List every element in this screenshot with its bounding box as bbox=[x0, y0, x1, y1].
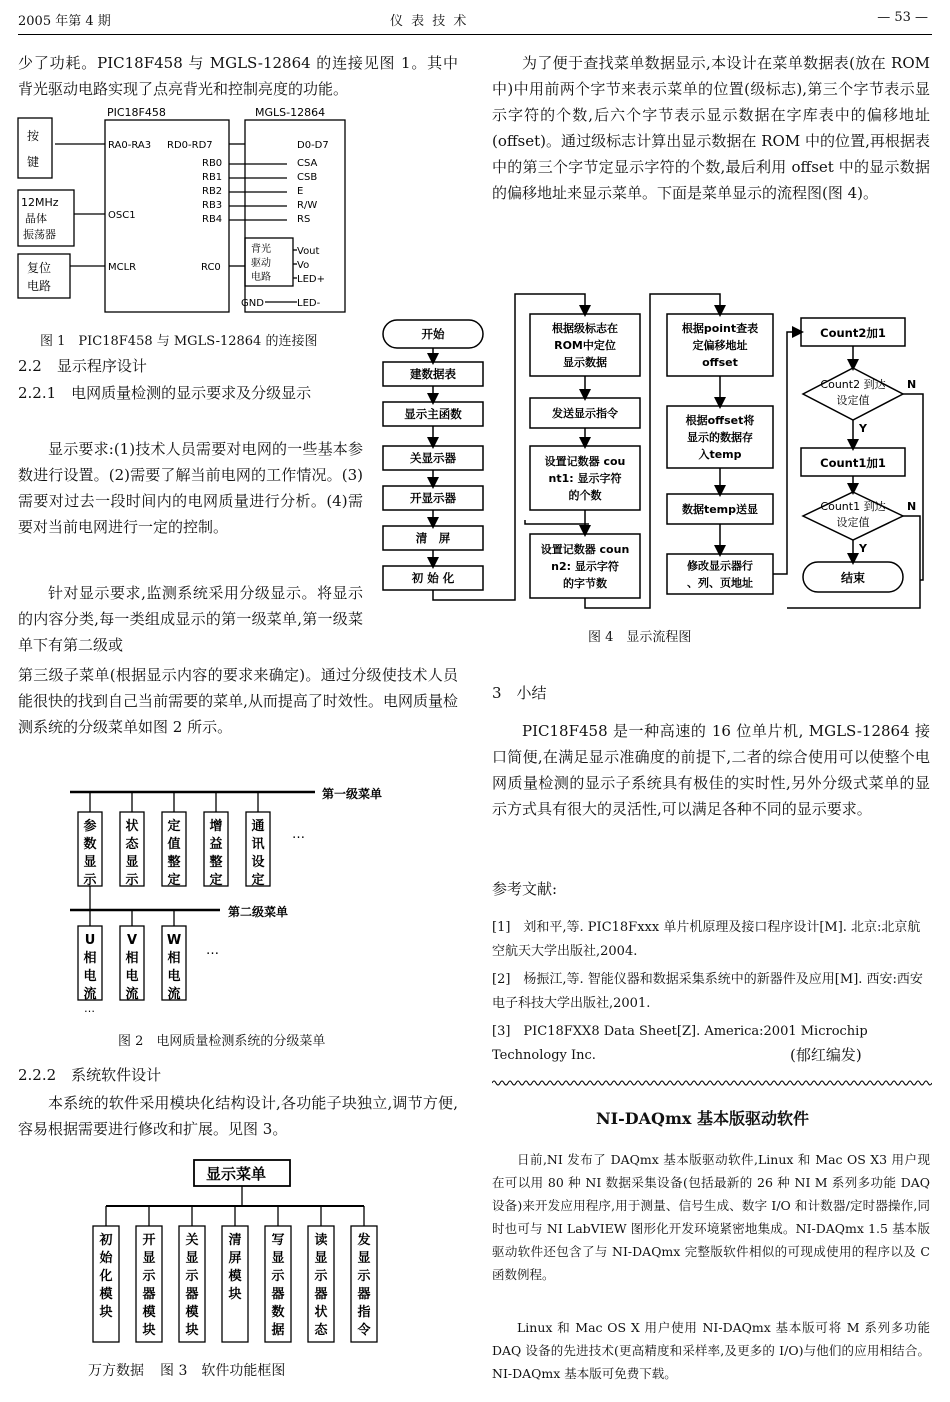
flow-col3-box0-1: 定偏移地址 bbox=[692, 339, 748, 352]
figure-1-caption: 图 1 PIC18F458 与 MGLS-12864 的连接图 bbox=[40, 334, 318, 349]
section-3-title: 3 小结 bbox=[492, 684, 547, 702]
pin-csb: CSB bbox=[297, 172, 318, 183]
pin-rb0: RB0 bbox=[202, 158, 223, 169]
pin-led-minus: LED- bbox=[297, 298, 321, 309]
left-paragraph-2: 显示要求:(1)技术人员需要对电网的一些基本参数进行设置。(2)需要了解当前电网的工作情况。(3)需要对过去一段时间内的电网质量进行分析。(4)需要对当前电网进行一定的控制。 bbox=[18, 440, 363, 536]
module-label-0: 初始化模块 bbox=[99, 1233, 113, 1320]
flow-col3-box2-0: 数据temp送显 bbox=[681, 503, 759, 516]
module-label-1: 开显示器模块 bbox=[142, 1233, 156, 1338]
flow-col2-box3-1: n2: 显示字符 bbox=[551, 560, 619, 573]
chip1-label: PIC18F458 bbox=[107, 108, 166, 119]
pin-osc1: OSC1 bbox=[108, 210, 136, 221]
flow-end: 结束 bbox=[840, 571, 866, 585]
backlight-label-3: 电路 bbox=[251, 272, 271, 283]
reset-box-label-1: 复位 bbox=[27, 261, 52, 275]
flow-col3-box0-0: 根据point查表 bbox=[681, 322, 759, 335]
flow-col1-text bbox=[404, 327, 462, 585]
pin-rb1: RB1 bbox=[202, 172, 223, 183]
flow-step-4: 开显示器 bbox=[410, 491, 456, 505]
figure-2-menu-hierarchy bbox=[60, 776, 440, 1016]
level-1-item-4: 通讯设定 bbox=[251, 819, 265, 888]
figure-3-software-modules bbox=[88, 1154, 388, 1354]
flow-step-5: 清 屏 bbox=[415, 531, 451, 545]
figure-2-caption: 图 2 电网质量检测系统的分级菜单 bbox=[118, 1034, 326, 1049]
figure-3-root: 显示菜单 bbox=[206, 1165, 267, 1183]
no-label-1: N bbox=[907, 378, 917, 391]
pin-rb4: RB4 bbox=[202, 214, 223, 225]
header-rule bbox=[18, 34, 932, 35]
pin-led-plus: LED+ bbox=[297, 274, 325, 285]
journal-issue: 2005 年第 4 期 bbox=[18, 14, 111, 29]
key-box-label-1: 按 bbox=[27, 129, 40, 143]
figure-4-caption: 图 4 显示流程图 bbox=[588, 630, 692, 645]
pin-rc0: RC0 bbox=[201, 262, 221, 273]
flow-step-3: 关显示器 bbox=[410, 451, 456, 465]
flow-col2-box1-0: 发送显示指令 bbox=[552, 407, 618, 420]
flow-col2-box0-0: 根据级标志在 bbox=[552, 322, 618, 335]
level-2-item-1: V 相电流 bbox=[125, 933, 139, 1002]
pin-rw: R/W bbox=[297, 200, 318, 211]
module-label-2: 关显示器模块 bbox=[185, 1233, 199, 1338]
pin-mclr: MCLR bbox=[108, 262, 137, 273]
flow-col3-box0-2: offset bbox=[702, 356, 738, 369]
figure-3-caption: 图 3 软件功能框图 bbox=[160, 1363, 286, 1379]
left-paragraph-3a: 针对显示要求,监测系统采用分级显示。将显示的内容分类,每一类组成显示的第一级菜单,第一级菜单下有第二级或 bbox=[18, 584, 363, 654]
journal-title: 仪 表 技 术 bbox=[390, 14, 469, 29]
yes-label-2: Y bbox=[859, 542, 867, 555]
module-label-5: 读显示器状态 bbox=[314, 1233, 328, 1338]
count1-decision-1: Count1 到达 bbox=[820, 500, 886, 513]
flow-col2-box2-0: 设置记数器 cou bbox=[544, 455, 626, 468]
flow-step-2: 显示主函数 bbox=[404, 407, 462, 421]
pin-rb2: RB2 bbox=[202, 186, 223, 197]
right-paragraph-2: PIC18F458 是一种高速的 16 位单片机, MGLS-12864 接口简便,在满足显示准确度的前提下,二者的综合使用可以使整个电网质量检测的显示子系统具有极佳的实时性,另外分级式菜单的显示方式具有很大的灵活性,可以满足各种不同的显示要求。 bbox=[492, 722, 930, 818]
level-1-item-0: 参数显示 bbox=[83, 819, 97, 888]
reference-3: [3] PIC18FXX8 Data Sheet[Z]. America:2001 Microchip Technology Inc. bbox=[492, 1024, 868, 1063]
section-2-2-1-title: 2.2.1 电网质量检测的显示要求及分级显示 bbox=[18, 384, 312, 402]
count2-inc: Count2加1 bbox=[820, 326, 886, 340]
section-2-2-title: 2.2 显示程序设计 bbox=[18, 357, 147, 375]
module-label-4: 写显示器数据 bbox=[271, 1233, 285, 1338]
flow-step-0: 开始 bbox=[421, 327, 445, 341]
flow-col2-box3-0: 设置记数器 coun bbox=[540, 543, 630, 556]
backlight-label-2: 驱动 bbox=[251, 258, 271, 269]
flow-col2-box0-2: 显示数据 bbox=[563, 356, 607, 369]
flow-col3-box1-2: 入temp bbox=[698, 448, 742, 461]
page-number: — 53 — bbox=[877, 10, 928, 25]
level-3-ellipsis: … bbox=[84, 1002, 95, 1015]
level-2-label: 第二级菜单 bbox=[228, 905, 289, 919]
level-2-item-2: W 相电流 bbox=[166, 933, 182, 1002]
level-1-item-1: 状态显示 bbox=[125, 819, 139, 888]
backlight-label-1: 背光 bbox=[251, 244, 271, 255]
pin-vo: Vo bbox=[297, 260, 310, 271]
pin-rb3: RB3 bbox=[202, 200, 223, 211]
left-paragraph-1: 少了功耗。PIC18F458 与 MGLS-12864 的连接见图 1。其中背光驱动电路实现了点亮背光和控制亮度的功能。 bbox=[18, 54, 458, 98]
level-2-menu-items bbox=[83, 933, 181, 1002]
figure-1-circuit bbox=[15, 108, 375, 320]
gnd-label: GND bbox=[241, 298, 264, 309]
flow-step-1: 建数据表 bbox=[410, 367, 456, 381]
level-1-label: 第一级菜单 bbox=[322, 787, 383, 801]
yes-label-1: Y bbox=[859, 422, 867, 435]
flow-col3-box3-1: 、列、页地址 bbox=[687, 576, 753, 590]
count2-decision-2: 设定值 bbox=[836, 394, 870, 407]
left-paragraph-3b: 第三级子菜单(根据显示内容的要求来确定)。通过分级使技术人员能很快的找到自己当前需要的菜单,从而提高了时效性。电网质量检测系统的分级菜单如图 2 所示。 bbox=[18, 666, 458, 736]
level-2-item-0: U 相电流 bbox=[83, 933, 97, 1002]
flow-col3-box1-1: 显示的数据存 bbox=[687, 431, 753, 444]
pin-rs: RS bbox=[297, 214, 311, 225]
pin-vout: Vout bbox=[297, 246, 320, 257]
reference-1: [1] 刘和平,等. PIC18Fxxx 单片机原理及接口程序设计[M]. 北京:北京航空航天大学出版社,2004. bbox=[492, 920, 921, 959]
reference-2: [2] 杨振江,等. 智能仪器和数据采集系统中的新器件及应用[M]. 西安:西安电子科技大学出版社,2001. bbox=[492, 972, 923, 1011]
wavy-separator bbox=[492, 1078, 932, 1088]
osc-box-label-3: 振荡器 bbox=[23, 228, 56, 241]
reset-box-label-2: 电路 bbox=[27, 279, 52, 293]
pin-rd: RD0-RD7 bbox=[167, 140, 213, 151]
section-2-2-2-title: 2.2.2 系统软件设计 bbox=[18, 1066, 162, 1084]
count2-decision-1: Count2 到达 bbox=[820, 378, 886, 391]
level-1-item-2: 定值整定 bbox=[167, 819, 181, 888]
flow-col3-box3-0: 修改显示器行 bbox=[687, 559, 753, 573]
watermark-text: 万方数据 bbox=[88, 1363, 144, 1379]
osc-box-label-1: 12MHz bbox=[21, 196, 59, 209]
news-paragraph-1: 日前,NI 发布了 DAQmx 基本版驱动软件,Linux 和 Mac OS X3 用户现在可以用 80 种 NI 数据采集设备(包括最新的 26 种 NI M 系列多功能 DAQ 设备)来开发应用程序,用于测量、信号生成、数字 I/O 和计数器/定时器操作,同时也可与 NI LabVIEW 图形化开发环境紧密地集成。NI-DAQmx 1.5 基本版驱动软件还包含了与 NI-DAQmx 完整版软件相似的可现成使用的程序以及 C 函数例程。 bbox=[492, 1152, 930, 1282]
figure-4-flowchart bbox=[375, 290, 935, 610]
pin-ra: RA0-RA3 bbox=[108, 140, 152, 151]
news-title: NI-DAQmx 基本版驱动软件 bbox=[596, 1109, 810, 1128]
chip2-label: MGLS-12864 bbox=[255, 108, 326, 119]
flow-col2-text bbox=[541, 321, 630, 590]
module-label-6: 发显示器指令 bbox=[357, 1233, 371, 1338]
figure-3-module-boxes bbox=[93, 1206, 377, 1342]
level-1-item-3: 增益整定 bbox=[209, 819, 223, 888]
flow-col2-box0-1: ROM中定位 bbox=[554, 339, 616, 352]
level-2-ellipsis: … bbox=[206, 943, 219, 958]
right-paragraph-1: 为了便于查找菜单数据显示,本设计在菜单数据表(放在 ROM 中)中用前两个字节来表示菜单的位置(级标志),第三个字节表示显示字符的个数,后六个字节表示显示数据在字库表中的偏移地址(offset)。通过级标志计算出显示数据在 ROM 中的位置,再根据表中的第三个字节定显示字符的个数,最后利用 offset 中的显示数据的偏移地址来显示菜单。下面是菜单显示的流程图(图 4)。 bbox=[492, 54, 930, 202]
flow-col2-box2-2: 的个数 bbox=[568, 489, 602, 502]
flow-col3-box1-0: 根据offset将 bbox=[685, 414, 755, 427]
no-label-2: N bbox=[907, 500, 917, 513]
flow-lines bbox=[383, 294, 923, 608]
module-label-3: 清屏模块 bbox=[228, 1233, 242, 1302]
pin-e: E bbox=[297, 186, 304, 197]
news-paragraph-2: Linux 和 Mac OS X 用户使用 NI-DAQmx 基本版可将 M 系列多功能 DAQ 设备的先进技术(更高精度和采样率,及更多的 I/O)与他们的应用相结合。NI-DAQmx 基本版可免费下载。 bbox=[492, 1320, 930, 1381]
flow-col2-box2-1: nt1: 显示字符 bbox=[548, 472, 622, 485]
references-title: 参考文献: bbox=[492, 880, 558, 898]
flow-step-6: 初 始 化 bbox=[411, 571, 455, 585]
osc-box-label-2: 晶体 bbox=[25, 212, 47, 225]
count1-decision-2: 设定值 bbox=[836, 516, 870, 529]
pin-csa: CSA bbox=[297, 158, 318, 169]
pin-d: D0-D7 bbox=[297, 140, 329, 151]
count1-inc: Count1加1 bbox=[820, 456, 886, 470]
level-1-menu-items bbox=[83, 818, 265, 888]
flow-col2-box3-2: 的字节数 bbox=[563, 577, 607, 590]
key-box-label-2: 键 bbox=[27, 155, 40, 169]
editor-note: (郁红编发) bbox=[790, 1046, 862, 1064]
left-paragraph-4: 本系统的软件采用模块化结构设计,各功能子块独立,调节方便,容易根据需要进行修改和扩展。见图 3。 bbox=[18, 1094, 458, 1138]
level-1-ellipsis: … bbox=[292, 827, 305, 842]
